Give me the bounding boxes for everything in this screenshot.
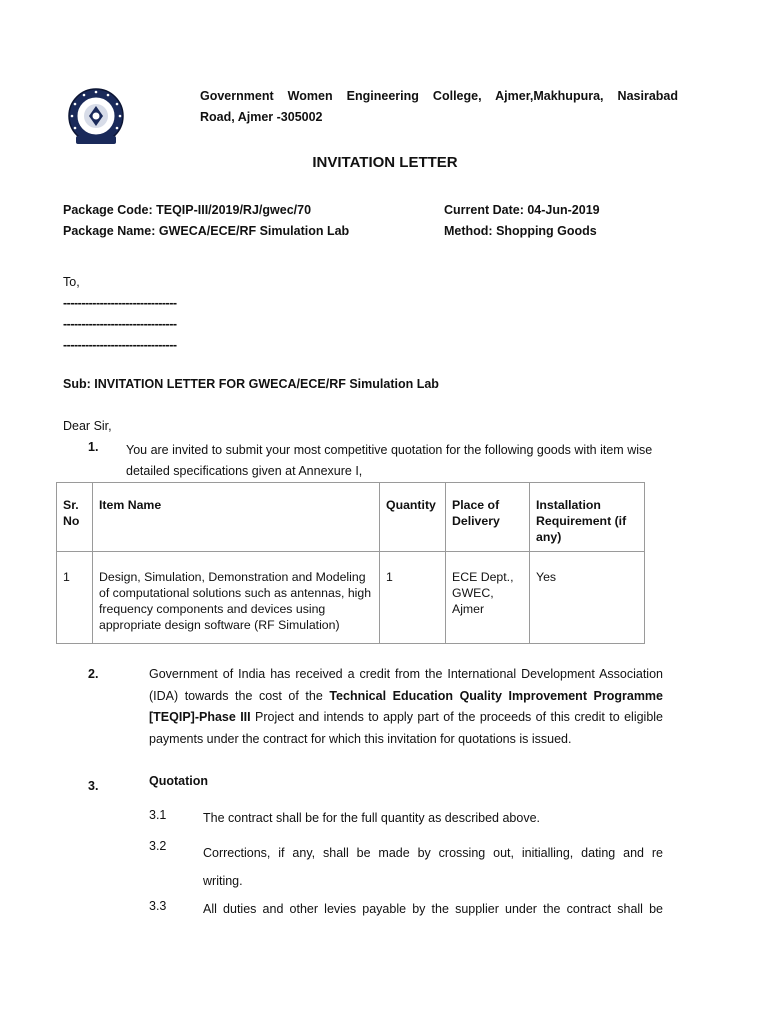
cell-place-of-delivery: ECE Dept., GWEC, Ajmer: [446, 552, 530, 644]
cell-item-name: Design, Simulation, Demonstration and Modeling of computational solutions such as antennas, high frequency components and devices using appropriate design software (RF Simulation): [93, 552, 380, 644]
paragraph-1-line-1: You are invited to submit your most competitive quotation for the following goods with item wise: [126, 443, 653, 457]
paragraph-1-text: [126, 440, 681, 482]
addressee-blank-line: -------------------------------: [63, 338, 177, 352]
paragraph-2-part-b: Project and intends to apply part of the proceeds of this credit to eligible payments under the contract for which this invitation for quotations is issued.: [149, 710, 664, 746]
paragraph-number: 3.: [88, 779, 99, 793]
clause-3-3-text: [203, 899, 663, 920]
institution-address: [200, 86, 678, 128]
clause-number: 3.2: [149, 839, 167, 853]
subject-line: Sub: INVITATION LETTER FOR GWECA/ECE/RF Simulation Lab: [63, 377, 439, 391]
clause-3-1-text: The contract shall be for the full quantity as described above.: [203, 811, 540, 825]
procurement-method: Method: Shopping Goods: [444, 224, 597, 238]
current-date: Current Date: 04-Jun-2019: [444, 203, 600, 217]
addressee-block: [63, 272, 177, 356]
header-sr-no: Sr. No: [57, 483, 93, 552]
addressee-blank-line: -------------------------------: [63, 317, 177, 331]
to-label: To,: [63, 275, 80, 289]
paragraph-number: 2.: [88, 667, 99, 681]
cell-sr-no: 1: [57, 552, 93, 644]
paragraph-2-program-name: Technical Education Quality Improvement Programme [TEQIP]-Phase III: [149, 688, 664, 724]
institution-line-1: Government Women Engineering College, Ajmer,Makhupura, Nasirabad: [200, 89, 678, 103]
clause-number: 3.3: [149, 899, 167, 913]
items-table: [56, 482, 645, 644]
table-header-row: [57, 483, 645, 552]
salutation: Dear Sir,: [63, 419, 112, 433]
institution-line-2: Road, Ajmer -305002: [200, 110, 323, 124]
clause-3-2-text: [203, 839, 663, 895]
header-item-name: Item Name: [93, 483, 380, 552]
quotation-heading: Quotation: [149, 774, 209, 788]
college-emblem-icon: [62, 86, 130, 148]
clause-3-3-line-1: All duties and other levies payable by the supplier under the contract shall be: [203, 902, 663, 916]
table-row: [57, 552, 645, 644]
cell-quantity: 1: [380, 552, 446, 644]
package-info-right: [444, 200, 600, 242]
header-installation-requirement: Installation Requirement (if any): [530, 483, 645, 552]
package-name: Package Name: GWECA/ECE/RF Simulation Lab: [63, 224, 350, 238]
clause-3-2-line-1: Corrections, if any, shall be made by crossing out, initialling, dating and re: [203, 846, 663, 860]
paragraph-2-text: [149, 664, 663, 750]
letter-title: INVITATION LETTER: [312, 154, 458, 171]
paragraph-number: 1.: [88, 440, 99, 454]
addressee-blank-line: -------------------------------: [63, 296, 177, 310]
paragraph-2-part-a: Government of India has received a credit from the International Development Association (IDA) towards the cost of the: [149, 667, 663, 703]
cell-installation: Yes: [530, 552, 645, 644]
header-quantity: Quantity: [380, 483, 446, 552]
clause-number: 3.1: [149, 808, 167, 822]
clause-3-2-line-2: writing.: [203, 874, 243, 888]
paragraph-1-line-2: detailed specifications given at Annexure I,: [126, 464, 363, 478]
header-place-of-delivery: Place of Delivery: [446, 483, 530, 552]
package-info-left: [63, 200, 349, 242]
package-code: Package Code: TEQIP-III/2019/RJ/gwec/70: [63, 203, 312, 217]
